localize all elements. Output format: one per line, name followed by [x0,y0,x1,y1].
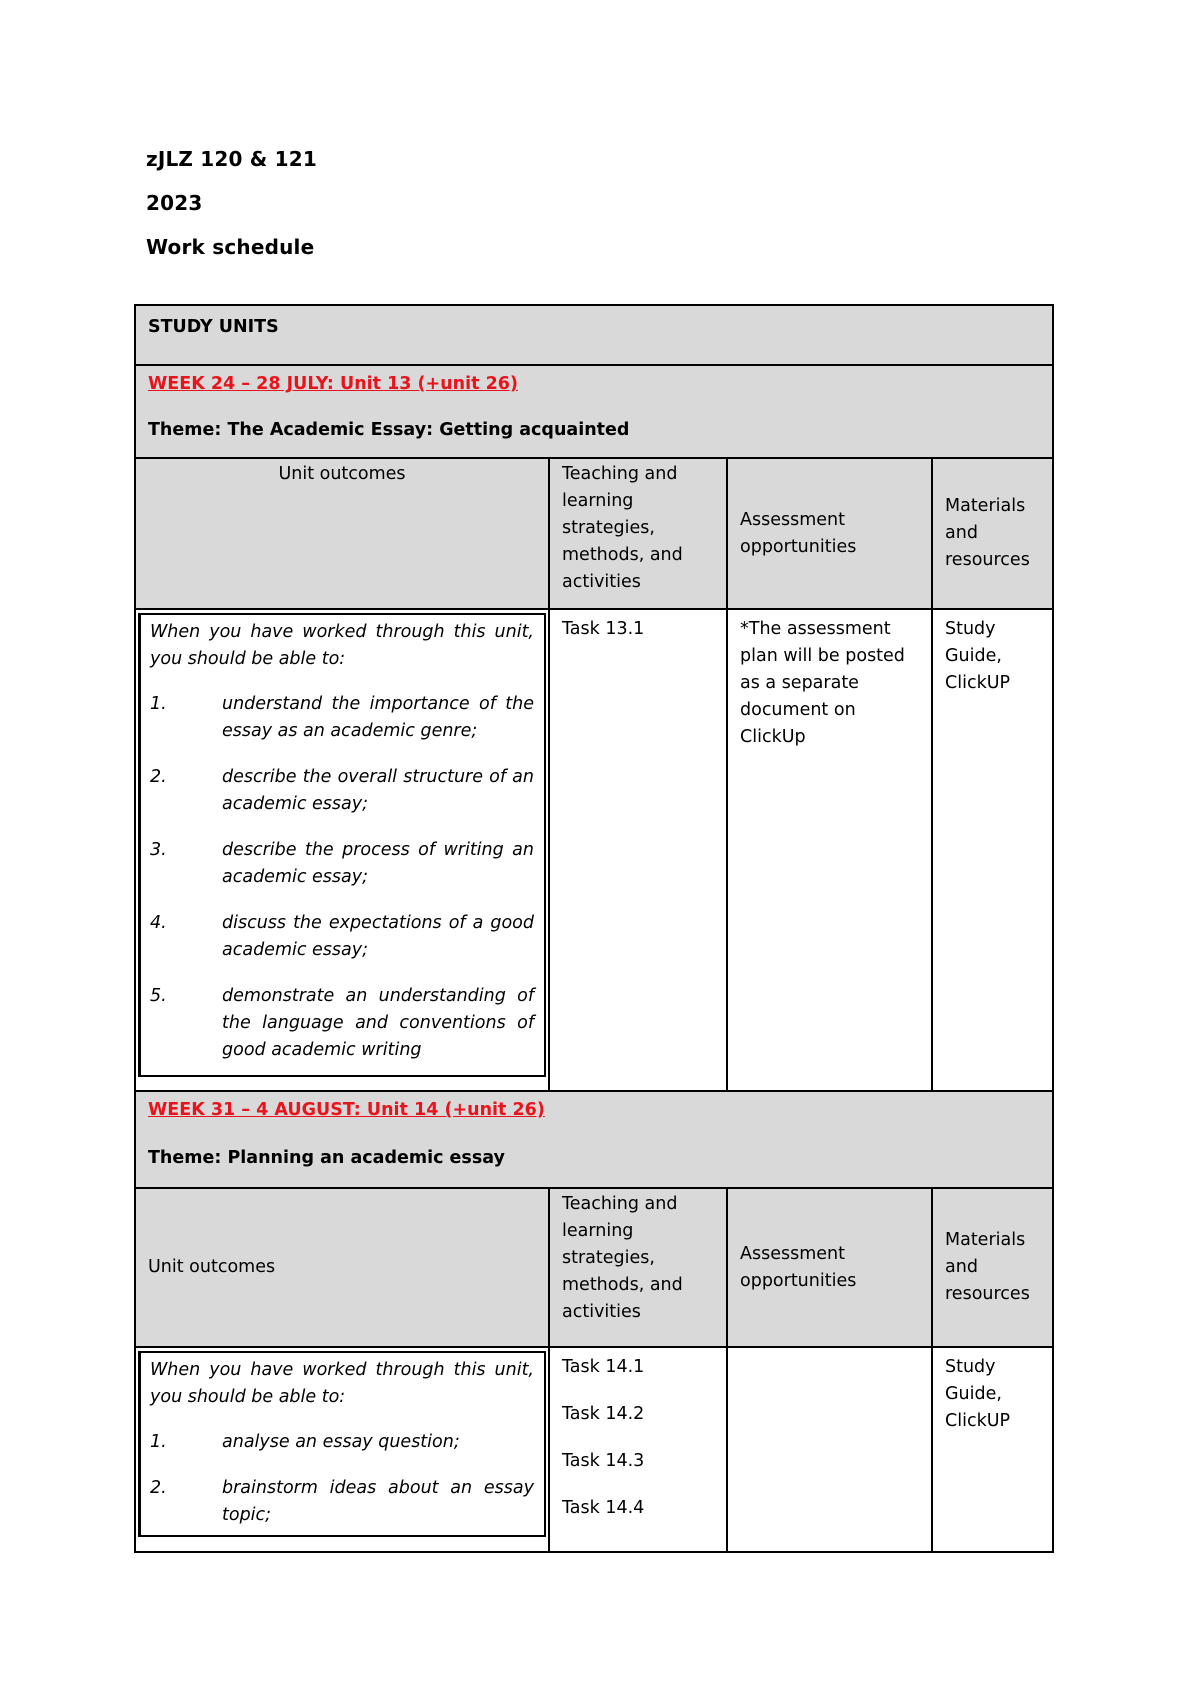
column-header-row [135,1188,1053,1347]
tasks-cell [549,609,727,1091]
assessment-cell [727,1347,932,1552]
col-header-outcomes: Unit outcomes [135,458,549,609]
assessment-cell: *The assessment plan will be posted as a separate document on ClickUp [727,609,932,1091]
outcome-text: demonstrate an understanding of the language and conventions of good academic writing [222,986,534,1060]
week-heading-row [135,1091,1053,1188]
col-header-assessment: Assessment opportunities [727,458,932,609]
task-item: Task 13.1 [562,619,645,639]
week-content-row [135,609,1053,1091]
outcome-number: 1. [150,1432,167,1452]
outcome-item [150,910,534,964]
outcome-number: 1. [150,694,167,714]
week-theme: Theme: Planning an academic essay [148,1148,505,1168]
table-title-row [135,305,1053,365]
outcome-number: 3. [150,840,167,860]
column-header-row [135,458,1053,609]
course-code: zJLZ 120 & 121 [146,147,317,171]
col-header-materials: Materials and resources [932,458,1053,609]
col-header-teaching: Teaching and learning strategies, methods, and activities [549,1188,727,1347]
tasks-cell [549,1347,727,1552]
outcome-number: 4. [150,913,167,933]
outcome-item [150,1429,534,1456]
outcome-text: brainstorm ideas about an essay topic; [222,1478,534,1525]
outcome-text: describe the overall structure of an academic essay; [222,767,534,814]
week-heading-row [135,365,1053,458]
col-header-materials: Materials and resources [932,1188,1053,1347]
outcome-number: 5. [150,986,167,1006]
outcomes-intro: When you have worked through this unit, you should be able to: [150,622,534,669]
outcome-item [150,1475,534,1529]
study-units-table [134,304,1054,1553]
week-heading [135,1091,1053,1188]
outcomes-cell [135,1347,549,1552]
outcome-item [150,837,534,891]
outcome-number: 2. [150,767,167,787]
outcome-text: analyse an essay question; [222,1432,460,1452]
task-item: Task 14.1 [562,1357,645,1377]
outcome-item [150,691,534,745]
document-title: Work schedule [146,235,315,259]
outcome-item [150,764,534,818]
task-item: Task 14.2 [562,1404,645,1424]
outcome-item [150,983,534,1064]
week-theme: Theme: The Academic Essay: Getting acquainted [148,420,630,440]
outcomes-cell [135,609,549,1091]
outcome-number: 2. [150,1478,167,1498]
outcome-text: discuss the expectations of a good academic essay; [222,913,534,960]
materials-cell: Study Guide, ClickUP [932,609,1053,1091]
week-label: WEEK 24 – 28 JULY: Unit 13 (+unit 26) [148,374,518,394]
year: 2023 [146,191,203,215]
table-title: STUDY UNITS [135,305,1053,365]
week-content-row [135,1347,1053,1552]
task-item: Task 14.3 [562,1451,645,1471]
week-heading [135,365,1053,458]
outcomes-box [138,613,546,1077]
col-header-teaching: Teaching and learning strategies, methods, and activities [549,458,727,609]
week-label: WEEK 31 – 4 AUGUST: Unit 14 (+unit 26) [148,1100,545,1120]
outcome-text: understand the importance of the essay as an academic genre; [222,694,534,741]
outcomes-box [138,1351,546,1537]
col-header-assessment: Assessment opportunities [727,1188,932,1347]
col-header-outcomes: Unit outcomes [135,1188,549,1347]
task-item: Task 14.4 [562,1498,645,1518]
outcomes-intro: When you have worked through this unit, you should be able to: [150,1360,534,1407]
materials-cell: Study Guide, ClickUP [932,1347,1053,1552]
outcome-text: describe the process of writing an academic essay; [222,840,534,887]
